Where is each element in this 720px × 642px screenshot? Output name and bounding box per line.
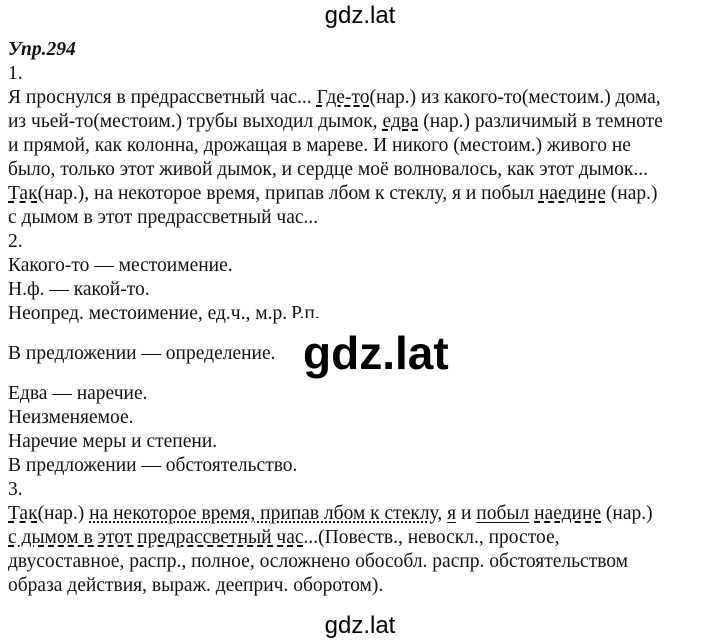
text-fragment: ...(Повеств., невоскл., простое, [303,527,560,548]
predicate-word: побыл [476,503,530,524]
section-2-number: 2. [8,231,23,252]
subject-word: я [447,503,457,524]
analysis-line: Какого-то — местоимение. [8,255,233,276]
section-1-number: 1. [8,63,23,84]
text-fragment: и [456,503,477,524]
exercise-document [8,38,714,598]
text-line-2 [8,110,714,134]
analysis-line [8,302,714,326]
truncated-text: Р.п. [291,303,320,318]
text-line-5 [8,182,714,206]
text-line-4: было, только этот живой дымок, и сердце моё волновалось, как этот дымок... [8,159,648,180]
underlined-phrase: на некоторое время, припав лбом к стеклу [89,503,438,524]
analysis-line: Едва — наречие. [8,383,148,404]
analysis-line: В предложении — обстоятельство. [8,455,298,476]
underlined-word: едва [382,111,419,132]
analysis-line: Наречие меры и степени. [8,431,218,452]
syntax-line-2 [8,526,714,550]
text-fragment: (нар.) различимый в темноте [418,111,663,132]
text-fragment: (нар.), на некоторое время, припав лбом к стеклу, я и побыл [37,183,539,204]
text-line-6: с дымом в этот предрассветный час... [8,207,319,228]
text-fragment: Я проснулся в предрассветный час... [8,87,317,108]
text-line-3: и прямой, как колонна, дрожащая в мареве. И никого (местоим.) живого не [8,135,631,156]
text-fragment: (нар.) из какого-то(местоим.) дома, [369,87,661,108]
underlined-word: наедине [538,183,606,204]
watermark-bottom: gdz.lat [324,612,396,639]
exercise-title: Упр.294 [8,39,76,60]
syntax-line-1 [8,502,714,526]
watermark-top: gdz.lat [324,2,396,29]
syntax-line-4: образа действия, выраж. деeприч. оборотом). [8,575,384,596]
text-fragment: (нар.) [605,183,658,204]
text-fragment: (нар.) [37,503,90,524]
syntax-line-3: двусоставное, распр., полное, осложнено обособл. распр. обстоятельством [8,551,629,572]
underlined-phrase: с дымом в этот предрассветный час [8,527,304,548]
analysis-line: В предложении — определение. [8,343,276,364]
watermark-middle: gdz.lat [303,327,449,379]
text-fragment: Неопред. местоимение, ед.ч., м.р. [8,303,288,324]
text-line-1 [8,86,714,110]
underlined-word: Где-то [316,87,370,108]
analysis-line: Н.ф. — какой-то. [8,279,150,300]
text-fragment: , [437,503,448,524]
section-3-number: 3. [8,479,23,500]
text-fragment: из чьей-то(местоим.) трубы выходил дымок, [8,111,383,132]
underlined-word: Так [8,183,38,204]
text-fragment: (нар.) [601,503,653,524]
underlined-word: Так [8,503,38,524]
analysis-line: Неизменяемое. [8,407,134,428]
underlined-word: наедине [534,503,602,524]
